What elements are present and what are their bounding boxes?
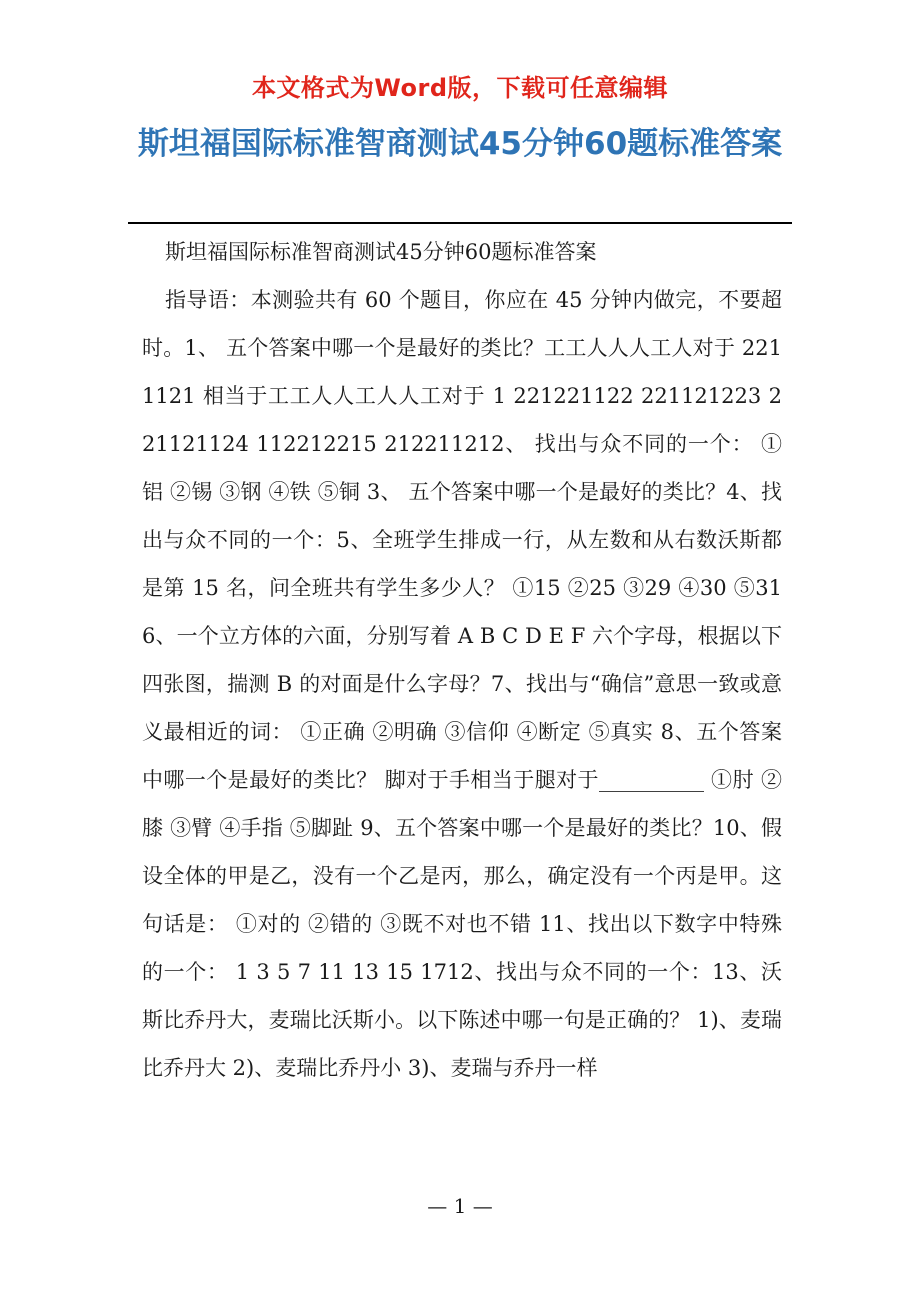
body-subtitle: 斯坦福国际标准智商测试45分钟60题标准答案 xyxy=(165,240,597,264)
word-format-notice: 本文格式为Word版，下载可任意编辑 xyxy=(251,74,669,102)
title-divider xyxy=(128,222,792,224)
page-number: — 1 — xyxy=(427,1194,493,1218)
document-body xyxy=(142,228,782,1092)
document-title: 斯坦福国际标准智商测试45分钟60题标准答案 xyxy=(137,126,783,162)
body-paragraph: 指导语：本测验共有 60 个题目，你应在 45 分钟内做完，不要超时。1、 五个答案中哪一个是最好的类比？工工人人人工人对于 2211121 相当于工工人人工人人工对于 1 221221122 221121223 221121124 112212215 212211212、 找出与众不同的一个： ①铝 ②锡 ③钢 ④铁 ⑤铜 3、 五个答案中哪一个是最好的类比？4、找出与众不同的一个：5、全班学生排成一行，从左数和从右数沃斯都是第 15 名，问全班共有学生多少人？ ①15 ②25 ③29 ④30 ⑤316、一个立方体的六面，分别写着 A B C D E F 六个字母，根据以下四张图，揣测 B 的对面是什么字母？7、找出与“确信”意思一致或意义最相近的词： ①正确 ②明确 ③信仰 ④断定 ⑤真实 8、五个答案中哪一个是最好的类比？ 脚对于手相当于腿对于__________ ①肘 ②膝 ③臂 ④手指 ⑤脚趾 9、五个答案中哪一个是最好的类比？10、假设全体的甲是乙，没有一个乙是丙，那么，确定没有一个丙是甲。这句话是： ①对的 ②错的 ③既不对也不错 11、找出以下数字中特殊的一个： 1 3 5 7 11 13 15 1712、找出与众不同的一个：13、沃斯比乔丹大，麦瑞比沃斯小。以下陈述中哪一句是正确的？ 1)、麦瑞比乔丹大 2)、麦瑞比乔丹小 3)、麦瑞与乔丹一样 xyxy=(142,288,782,1080)
